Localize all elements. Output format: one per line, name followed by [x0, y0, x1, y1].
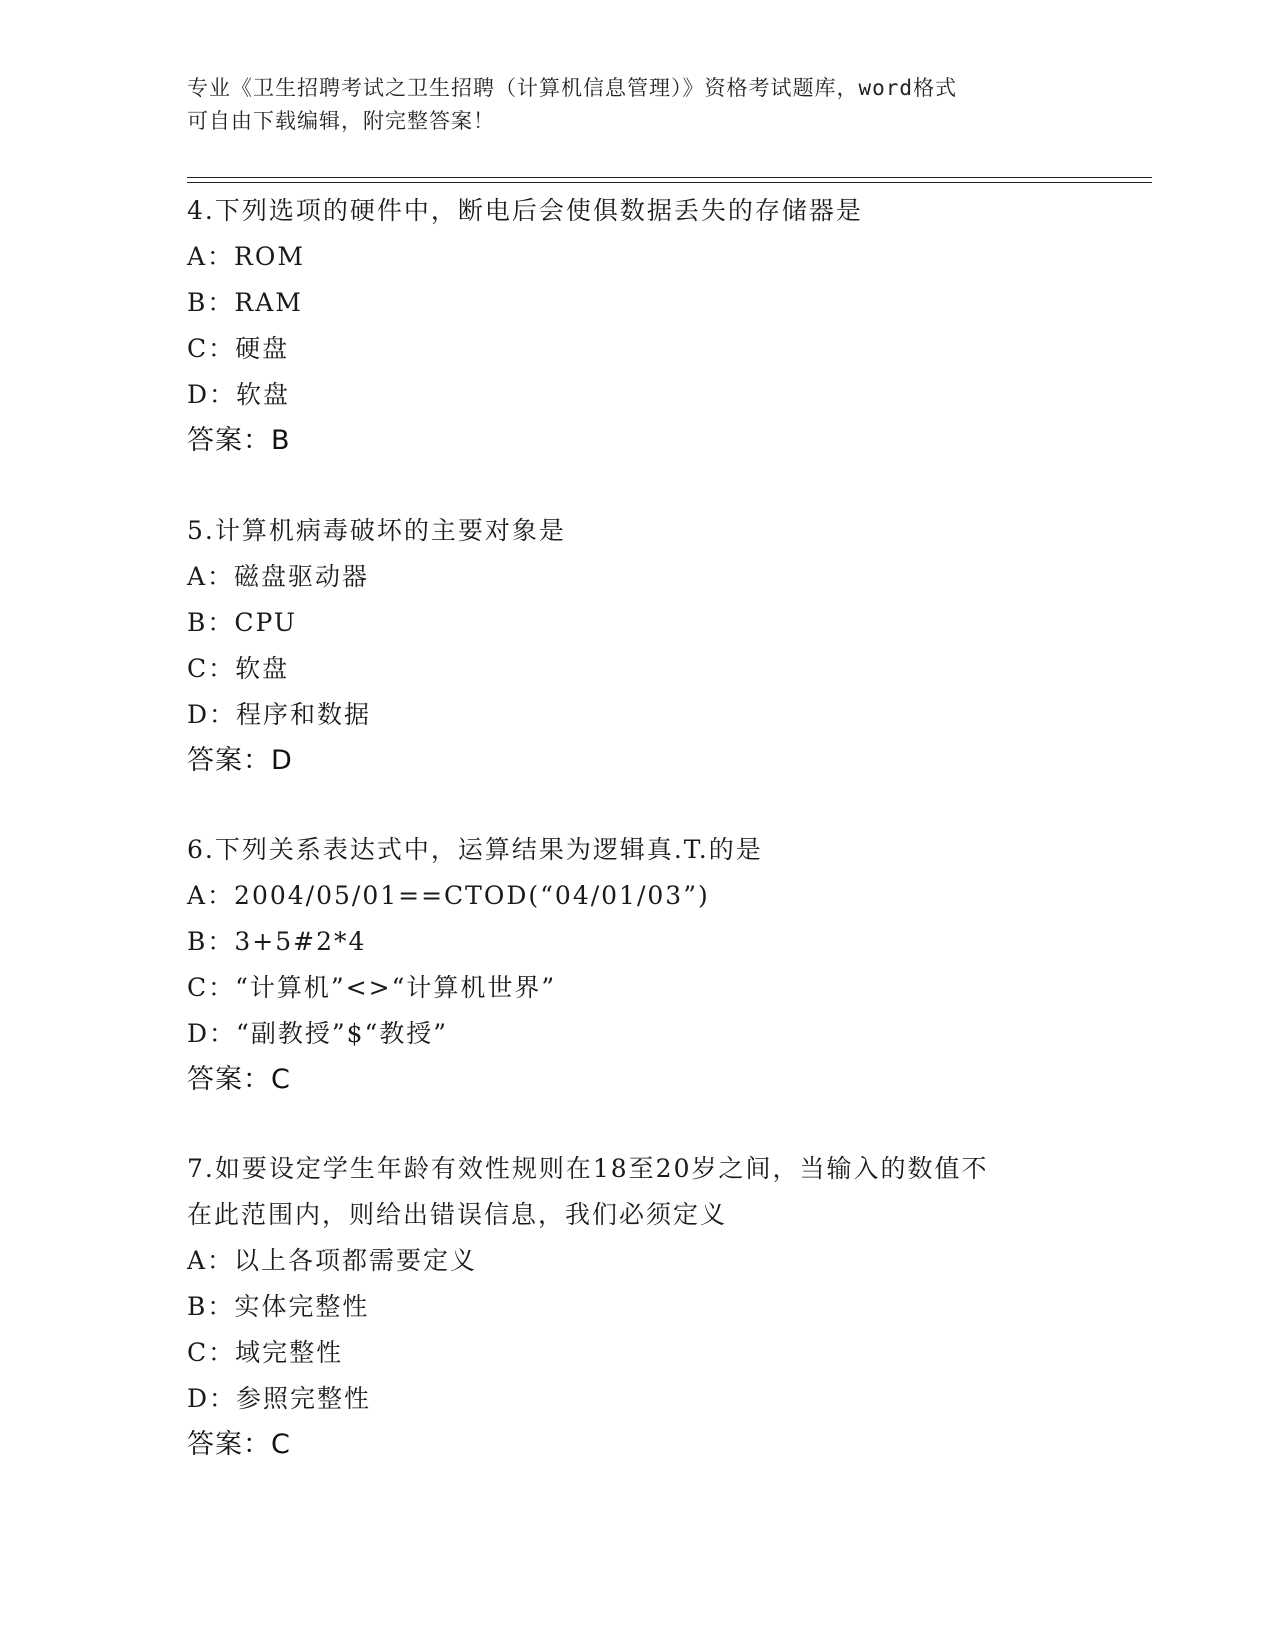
- question-7: [187, 1146, 1067, 1468]
- question-stem: [187, 827, 1067, 873]
- document-header: [187, 72, 1087, 138]
- option-a: A：2004/05/01==CTOD(“04/01/03”): [187, 881, 710, 910]
- option-a: A：ROM: [187, 242, 305, 271]
- question-stem-line-2: 在此范围内，则给出错误信息，我们必须定义: [187, 1200, 728, 1229]
- question-stem: [187, 508, 1067, 554]
- answer-label: 答案：C: [187, 1429, 291, 1460]
- option-b: B：实体完整性: [187, 1292, 370, 1321]
- answer-label: 答案：B: [187, 425, 291, 456]
- option-b: B：RAM: [187, 288, 303, 317]
- option-a: A：磁盘驱动器: [187, 562, 370, 591]
- answer-label: 答案：D: [187, 745, 293, 776]
- question-stem: [187, 188, 1067, 234]
- option-c: C：域完整性: [187, 1338, 344, 1367]
- header-line-1: 专业《卫生招聘考试之卫生招聘（计算机信息管理）》资格考试题库，word格式: [187, 76, 958, 100]
- question-stem-line: 4.下列选项的硬件中，断电后会使俱数据丢失的存储器是: [187, 196, 863, 225]
- answer-label: 答案：C: [187, 1064, 291, 1095]
- question-stem-line-1: 7.如要设定学生年龄有效性规则在18至20岁之间，当输入的数值不: [187, 1154, 989, 1183]
- option-d: D：“副教授”$“教授”: [187, 1019, 449, 1048]
- question-stem-line: 5.计算机病毒破坏的主要对象是: [187, 516, 566, 545]
- option-b: B：CPU: [187, 608, 297, 637]
- header-divider-top: [187, 177, 1152, 178]
- option-b: B：3+5#2*4: [187, 927, 367, 956]
- question-stem: [187, 1146, 1067, 1238]
- header-line-2: 可自由下载编辑，附完整答案！: [187, 109, 495, 133]
- question-4: [187, 188, 1067, 464]
- header-divider-bottom: [187, 182, 1152, 183]
- option-c: C：软盘: [187, 654, 290, 683]
- option-a: A：以上各项都需要定义: [187, 1246, 478, 1275]
- question-5: [187, 508, 1067, 784]
- question-6: [187, 827, 1067, 1103]
- option-c: C：“计算机”<>“计算机世界”: [187, 973, 557, 1002]
- option-c: C：硬盘: [187, 334, 290, 363]
- option-d: D：程序和数据: [187, 700, 372, 729]
- option-d: D：软盘: [187, 380, 291, 409]
- question-stem-line: 6.下列关系表达式中，运算结果为逻辑真.T.的是: [187, 835, 763, 864]
- option-d: D：参照完整性: [187, 1384, 372, 1413]
